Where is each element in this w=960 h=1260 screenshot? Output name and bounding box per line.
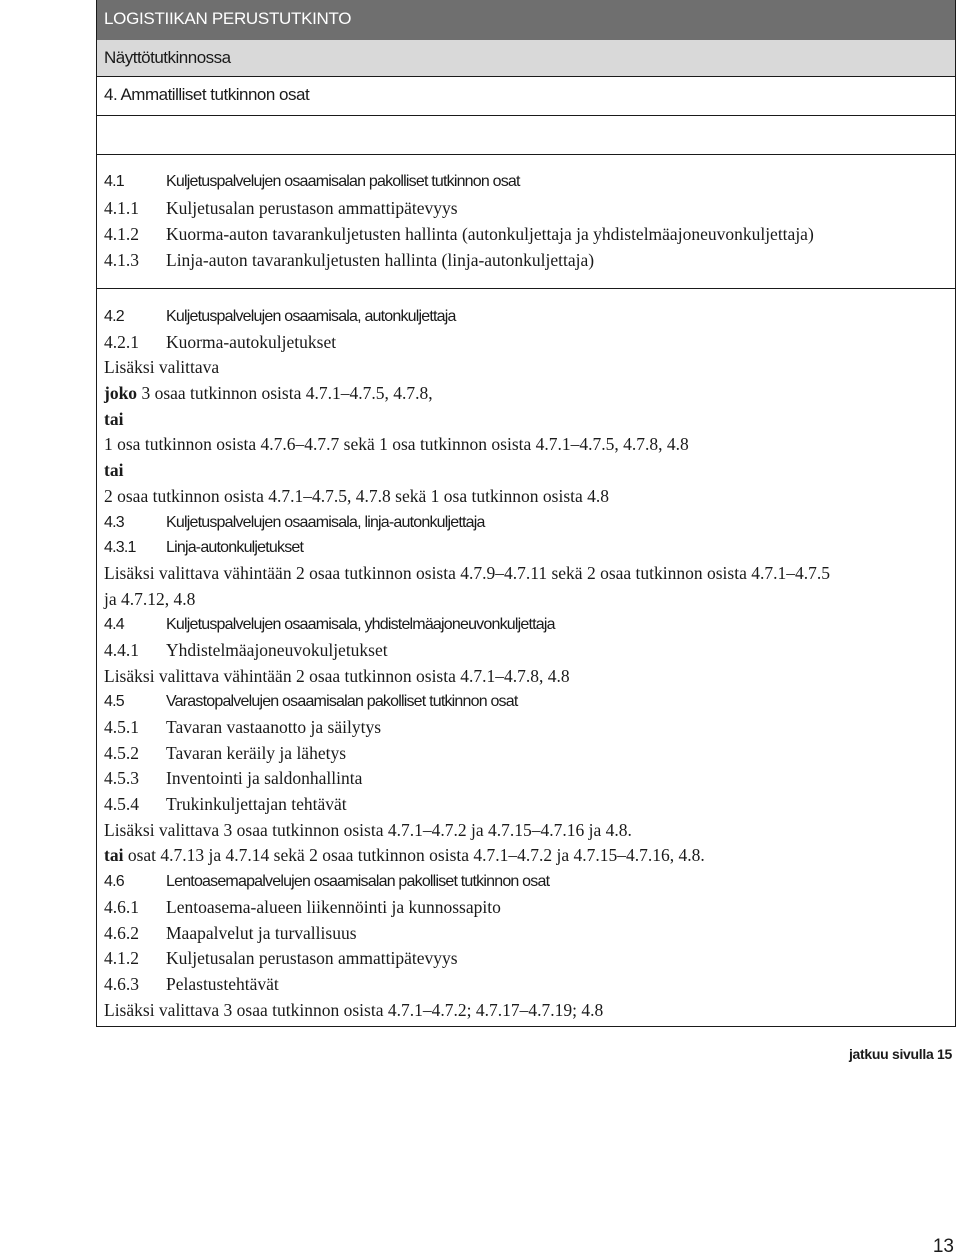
section-4-4-1: 4.4.1 Yhdistelmäajoneuvokuljetukset	[104, 639, 388, 660]
specialisation-block	[97, 289, 955, 1027]
list-item: 4.6.1 Lentoasema-alueen liikennöinti ja kunnossapito	[104, 896, 501, 917]
list-item: 4.5.3 Inventointi ja saldonhallinta	[104, 768, 363, 789]
list-item: 4.5.2 Tavaran keräily ja lähetys	[104, 742, 347, 763]
text-line: Lisäksi valittava vähintään 2 osaa tutkinnon osista 4.7.1–4.7.8, 4.8	[104, 665, 570, 686]
table-title: LOGISTIIKAN PERUSTUTKINTO	[97, 0, 955, 40]
section-4-6: 4.6 Lentoasemapalvelujen osaamisalan pakolliset tutkinnon osat	[104, 873, 550, 891]
text-line: Lisäksi valittava 3 osaa tutkinnon osista 4.7.1–4.7.2; 4.7.17–4.7.19; 4.8	[104, 999, 604, 1020]
list-item: 4.1.2 Kuljetusalan perustason ammattipätevyys	[104, 948, 458, 969]
list-item: 4.6.2 Maapalvelut ja turvallisuus	[104, 922, 357, 943]
text-line: ja 4.7.12, 4.8	[104, 588, 196, 609]
text-line: Lisäksi valittava vähintään 2 osaa tutkinnon osista 4.7.9–4.7.11 sekä 2 osaa tutkinnon osista 4.7.1–4.7.5	[104, 562, 830, 583]
section-4-2: 4.2 Kuljetuspalvelujen osaamisala, autonkuljettaja	[104, 308, 456, 325]
text-line: Lisäksi valittava 3 osaa tutkinnon osista 4.7.1–4.7.2 ja 4.7.15–4.7.16 ja 4.8.	[104, 819, 632, 840]
table-subtitle: Näyttötutkinnossa	[97, 40, 955, 77]
page-number: 13	[932, 1236, 954, 1257]
option-line: joko 3 osaa tutkinnon osista 4.7.1–4.7.5, 4.7.8,	[104, 383, 433, 404]
blank-row	[97, 116, 955, 155]
continues-note: jatkuu sivulla 15	[848, 1046, 952, 1062]
list-item: 4.5.1 Tavaran vastaanotto ja säilytys	[104, 717, 382, 737]
option-line: 1 osa tutkinnon osista 4.7.6–4.7.7 sekä 1 osa tutkinnon osista 4.7.1–4.7.5, 4.7.8, 4.8	[104, 434, 689, 455]
list-item: 4.1.2 Kuorma-auton tavarankuljetusten hallinta (autonkuljettaja ja yhdistelmäajoneuvonkuljettaja)	[104, 224, 814, 244]
document-table	[96, 0, 956, 1027]
option-line: 2 osaa tutkinnon osista 4.7.1–4.7.5, 4.7.8 sekä 1 osa tutkinnon osista 4.8	[104, 485, 610, 506]
section-4-3: 4.3 Kuljetuspalvelujen osaamisala, linja-autonkuljettaja	[104, 513, 485, 531]
text-line: Lisäksi valittava	[104, 357, 220, 378]
section-4-3-1: 4.3.1 Linja-autonkuljetukset	[104, 539, 304, 557]
list-item: 4.6.3 Pelastustehtävät	[104, 973, 279, 994]
list-item: 4.1.3 Linja-auton tavarankuljetusten hallinta (linja-autonkuljettaja)	[104, 250, 595, 270]
list-item: 4.1.1 Kuljetusalan perustason ammattipätevyys	[104, 198, 458, 218]
list-item: 4.5.4 Trukinkuljettajan tehtävät	[104, 794, 347, 815]
list-item: 4.1 Kuljetuspalvelujen osaamisalan pakolliset tutkinnon osat	[104, 173, 520, 190]
section-4-2-1: 4.2.1 Kuorma-autokuljetukset	[104, 331, 337, 352]
mandatory-parts-block	[97, 155, 955, 289]
section-4-4: 4.4 Kuljetuspalvelujen osaamisala, yhdistelmäajoneuvonkuljettaja	[104, 616, 555, 634]
section-4-5: 4.5 Varastopalvelujen osaamisalan pakolliset tutkinnon osat	[104, 693, 518, 711]
or-label: tai	[104, 408, 124, 429]
section-heading: 4. Ammatilliset tutkinnon osat	[97, 77, 955, 116]
or-label: tai	[104, 460, 124, 481]
option-line: tai osat 4.7.13 ja 4.7.14 sekä 2 osaa tutkinnon osista 4.7.1–4.7.2 ja 4.7.15–4.7.16, 4.8.	[104, 845, 705, 866]
